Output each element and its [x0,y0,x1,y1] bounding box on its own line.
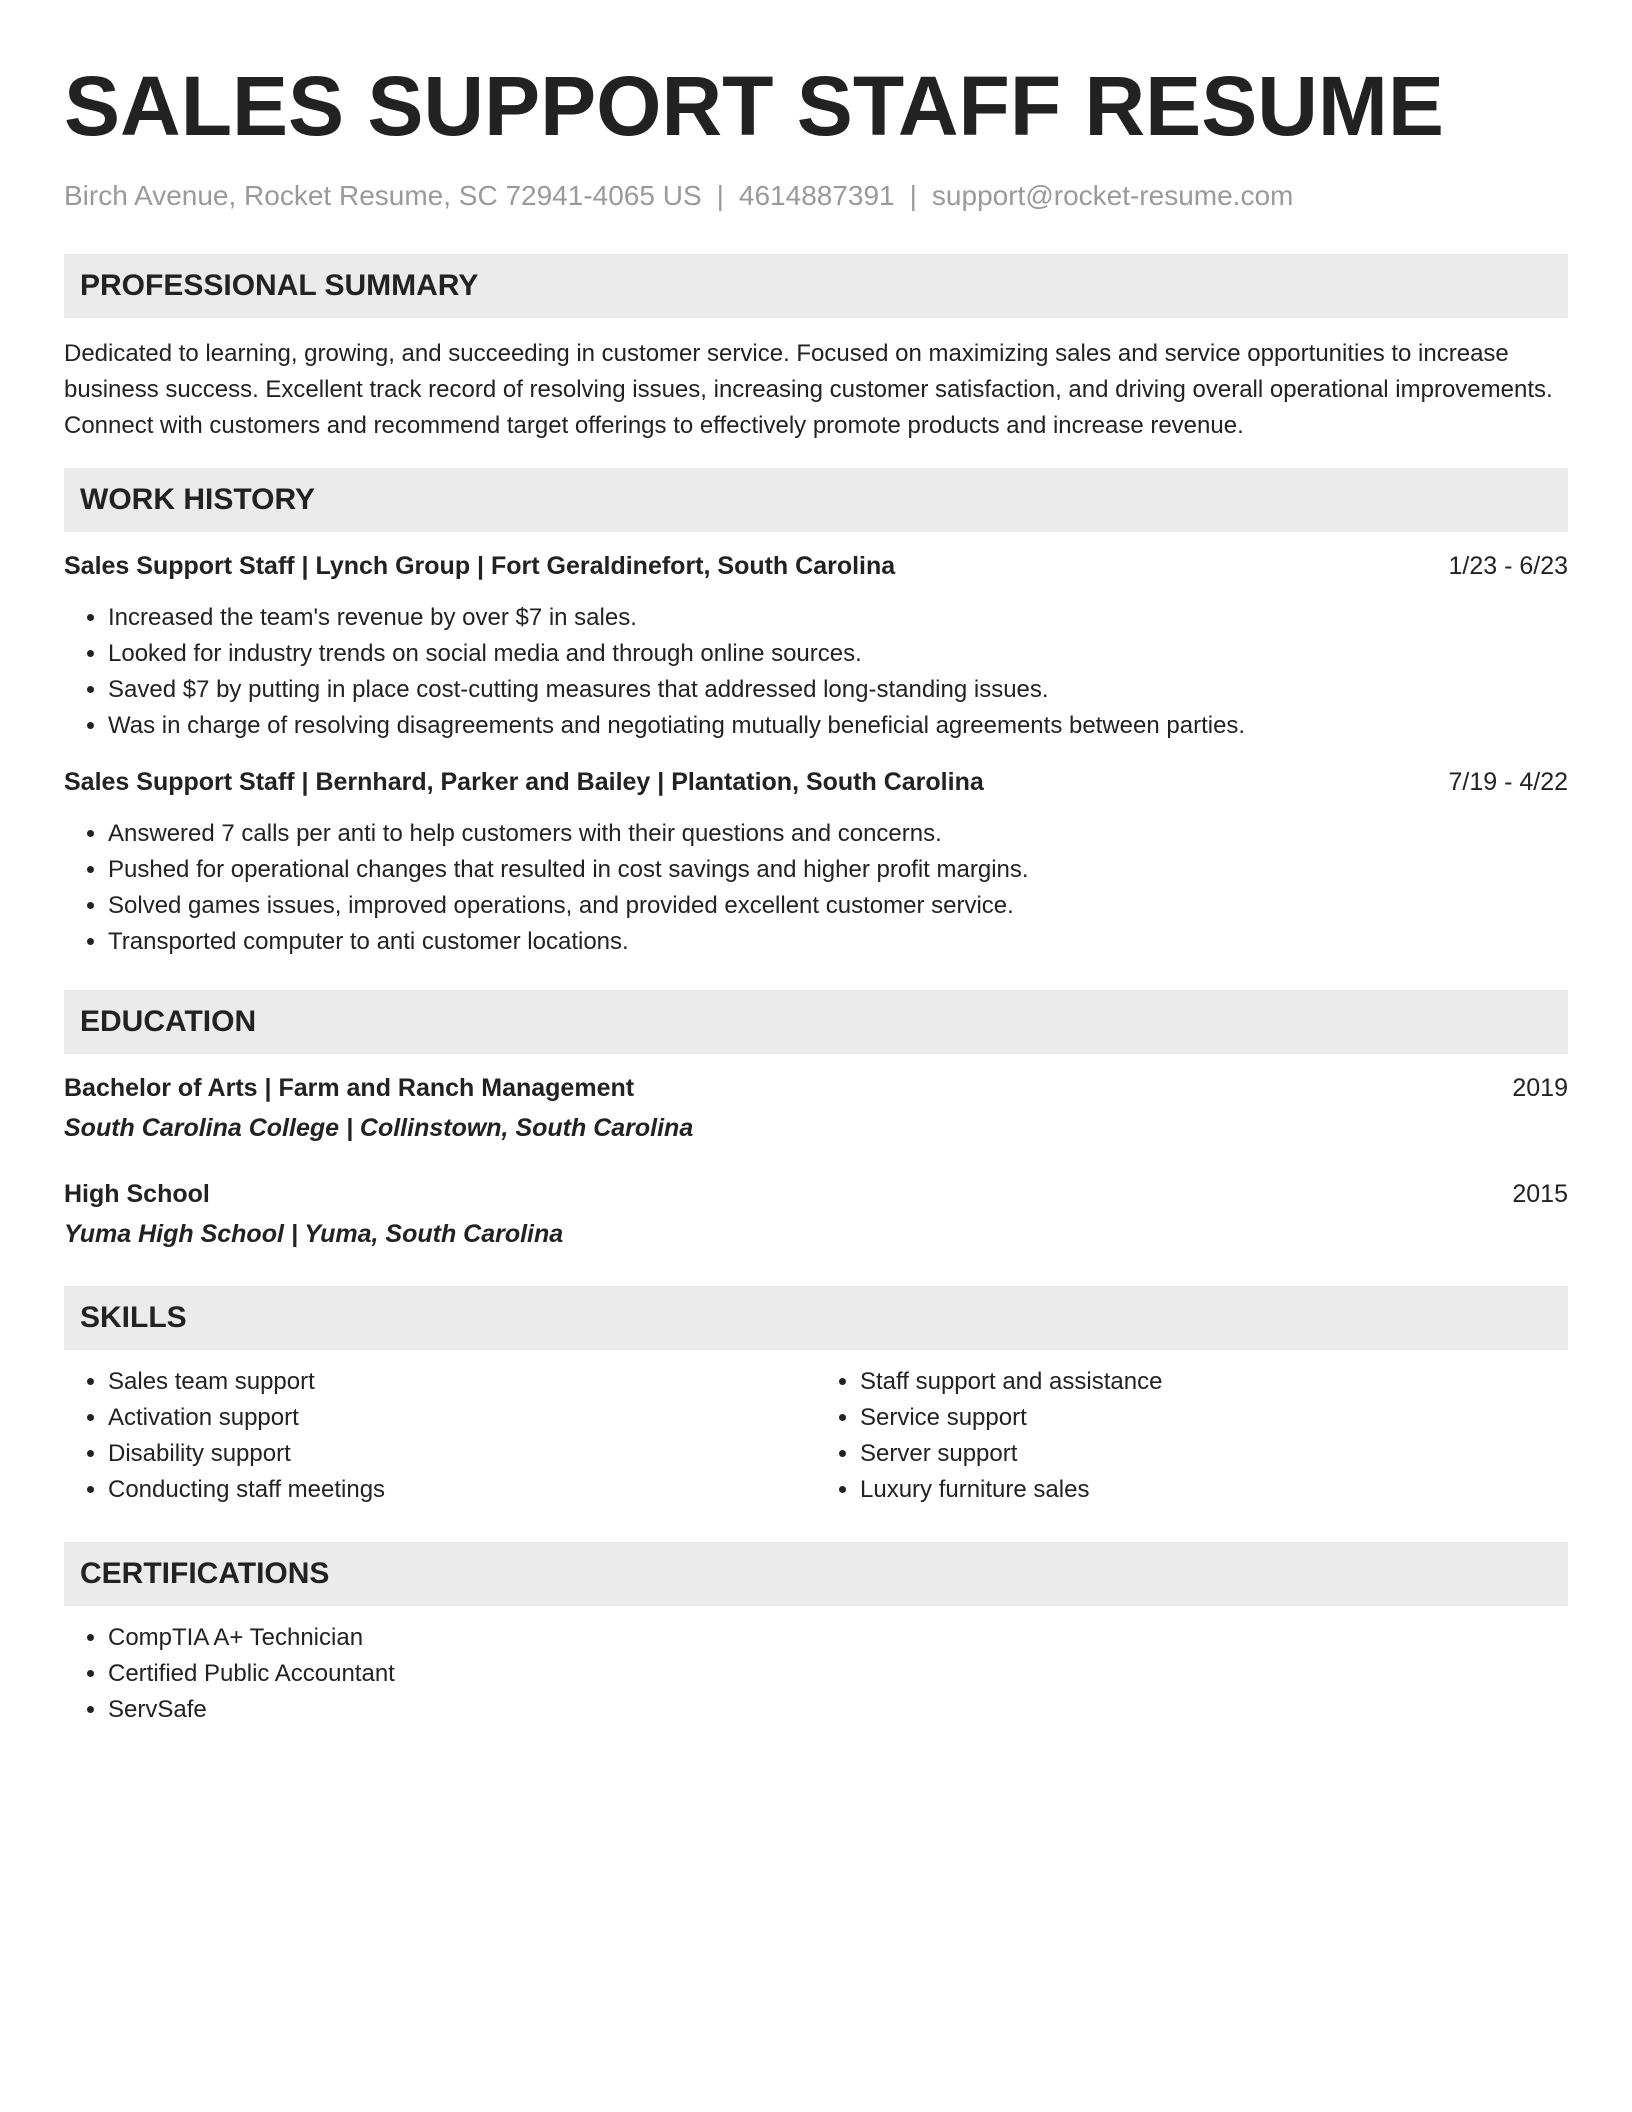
job-title: Sales Support Staff | Lynch Group | Fort Geraldinefort, South Carolina [64,552,896,580]
skills-grid [64,1350,1568,1508]
job-dates: 7/19 - 4/22 [1448,768,1568,796]
section-header-work-history: WORK HISTORY [64,468,1568,532]
list-item: • Solved games issues, improved operations, and provided excellent customer service. [108,888,1568,924]
job-title: Sales Support Staff | Bernhard, Parker and Bailey | Plantation, South Carolina [64,768,984,796]
education-school: Yuma High School | Yuma, South Carolina [64,1220,564,1248]
summary-text: Dedicated to learning, growing, and succeeding in customer service. Focused on maximizing sales and service opportunities to increase business success. Excellent track record of resolving issues, increasing customer satisfaction, and driving overall operational improvements. Connect with customers and recommend target offerings to effectively promote products and increase revenue. [64,340,1553,439]
list-item: • Service support [860,1400,1568,1436]
education-year: 2015 [1512,1180,1568,1208]
contact-line [64,178,1568,214]
list-item: • Increased the team's revenue by over $7 in sales. [108,600,1568,636]
section-header-education: EDUCATION [64,990,1568,1054]
job-entry [64,548,1568,744]
list-item: • Saved $7 by putting in place cost-cutting measures that addressed long-standing issues. [108,672,1568,708]
list-item: • Certified Public Accountant [108,1656,1568,1692]
education-degree: Bachelor of Arts | Farm and Ranch Management [64,1074,635,1102]
education-year: 2019 [1512,1074,1568,1102]
list-item: • Sales team support [108,1364,816,1400]
skills-list-left [64,1364,816,1508]
list-item: • Staff support and assistance [860,1364,1568,1400]
contact-address: Birch Avenue, Rocket Resume, SC 72941-4065 US [64,180,702,211]
job-header [64,548,1568,584]
list-item: • Disability support [108,1436,816,1472]
list-item: • Activation support [108,1400,816,1436]
education-entry [64,1070,1568,1146]
section-header-skills: SKILLS [64,1286,1568,1350]
contact-email: support@rocket-resume.com [931,180,1294,211]
certifications-list [64,1620,1568,1728]
job-entry [64,764,1568,960]
list-item: • CompTIA A+ Technician [108,1620,1568,1656]
resume-title: SALES SUPPORT STAFF RESUME [64,59,1444,153]
job-bullets [64,816,1568,960]
skills-list-right [816,1364,1568,1508]
contact-phone: 4614887391 [738,180,895,211]
contact-separator: | [716,180,724,211]
job-bullets [64,600,1568,744]
section-header-summary: PROFESSIONAL SUMMARY [64,254,1568,318]
job-header [64,764,1568,800]
list-item: • Pushed for operational changes that resulted in cost savings and higher profit margins. [108,852,1568,888]
list-item: • Conducting staff meetings [108,1472,816,1508]
section-header-certifications: CERTIFICATIONS [64,1542,1568,1606]
list-item: • Was in charge of resolving disagreements and negotiating mutually beneficial agreements between parties. [108,708,1568,744]
education-degree: High School [64,1180,210,1208]
list-item: • Transported computer to anti customer locations. [108,924,1568,960]
list-item: • ServSafe [108,1692,1568,1728]
contact-separator: | [909,180,917,211]
education-entry [64,1176,1568,1252]
list-item: • Luxury furniture sales [860,1472,1568,1508]
education-header [64,1070,1568,1106]
education-header [64,1176,1568,1212]
list-item: • Server support [860,1436,1568,1472]
education-school: South Carolina College | Collinstown, South Carolina [64,1114,694,1142]
list-item: • Looked for industry trends on social media and through online sources. [108,636,1568,672]
job-dates: 1/23 - 6/23 [1448,552,1568,580]
list-item: • Answered 7 calls per anti to help customers with their questions and concerns. [108,816,1568,852]
